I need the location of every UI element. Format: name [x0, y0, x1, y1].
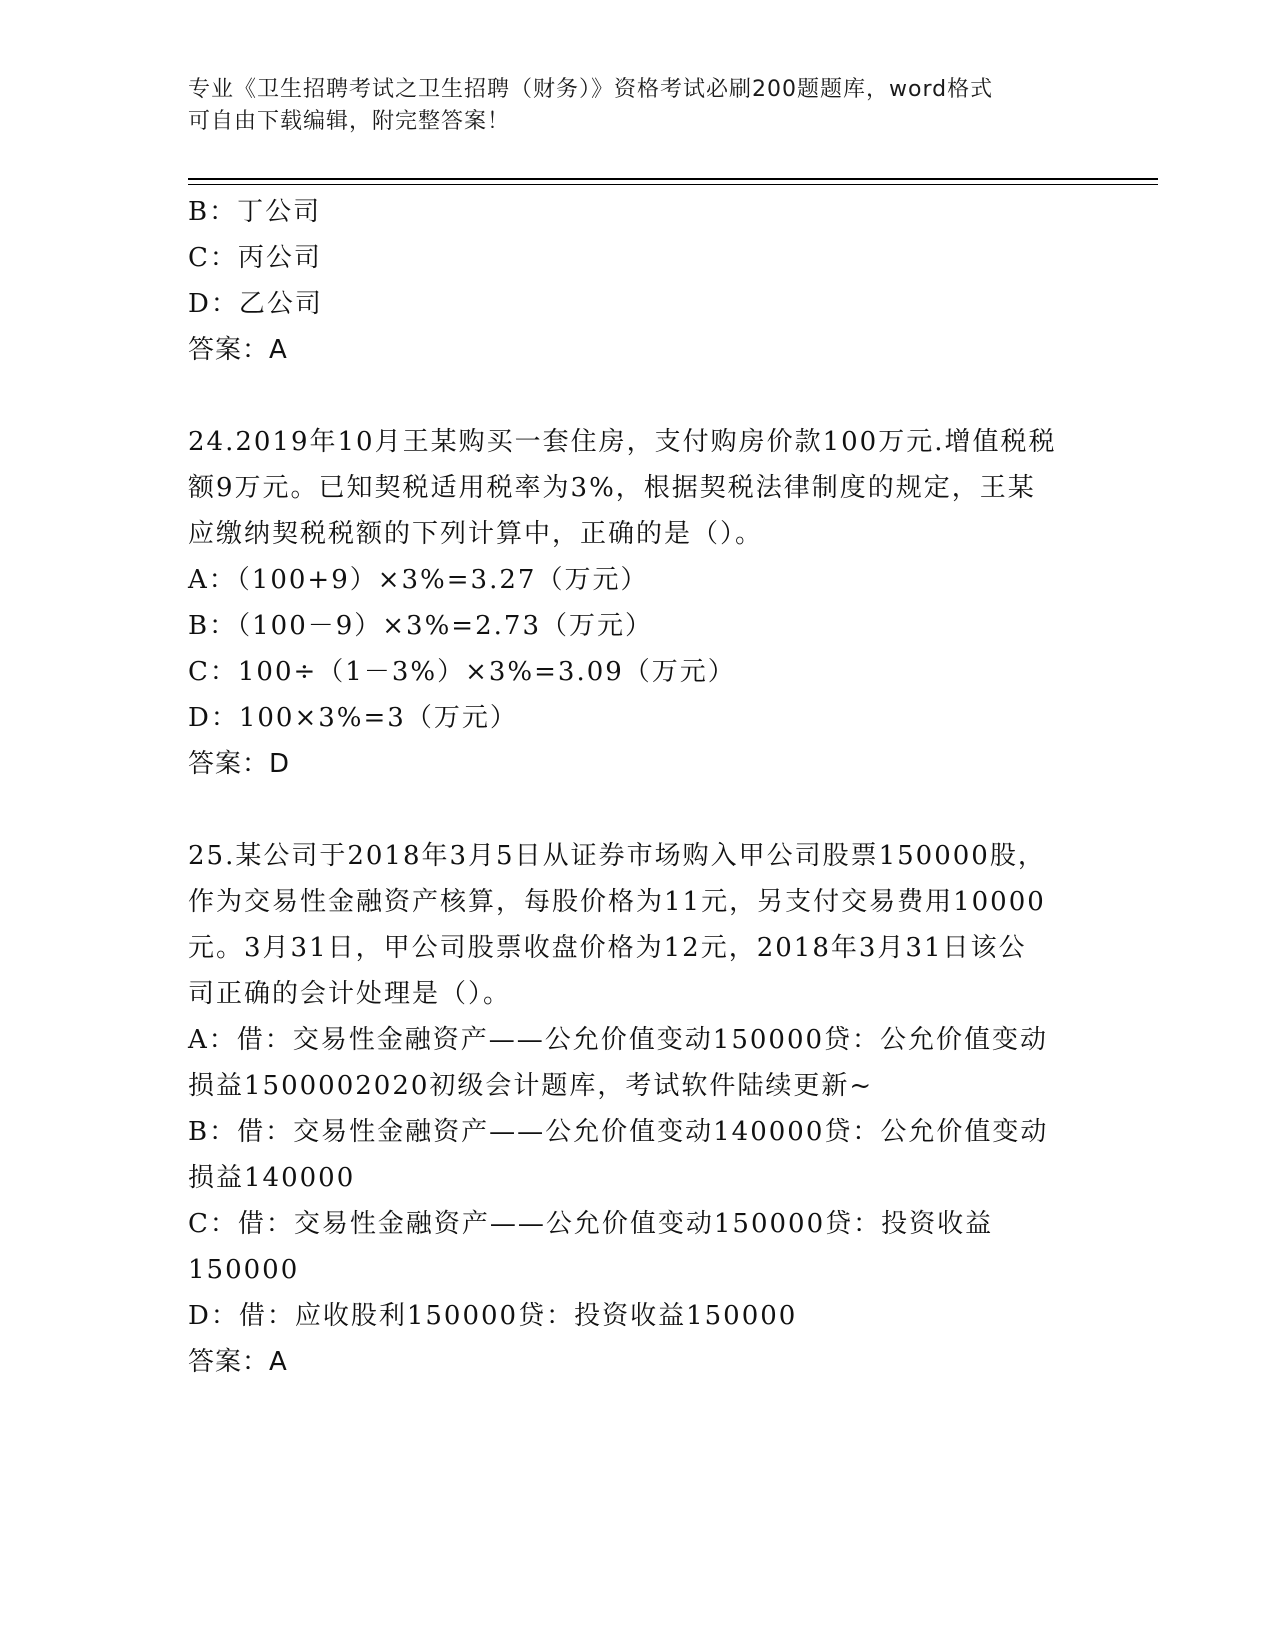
q24-option-a: A：（100+9）×3%=3.27（万元） — [188, 565, 649, 595]
header-divider-thick — [188, 178, 1158, 180]
q23-option-d: D：乙公司 — [188, 289, 323, 319]
q25-option-b-line-2: 损益140000 — [188, 1163, 356, 1193]
q24-option-b: B：（100－9）×3%=2.73（万元） — [188, 611, 653, 641]
q24-stem-line-2: 额9万元。已知契税适用税率为3%，根据契税法律制度的规定，王某 — [188, 473, 1036, 503]
q25-stem-line-2: 作为交易性金融资产核算，每股价格为11元，另支付交易费用10000 — [188, 887, 1046, 917]
q24-option-d: D：100×3%=3（万元） — [188, 703, 518, 733]
q25-option-a-line-2: 损益1500002020初级会计题库，考试软件陆续更新~ — [188, 1071, 874, 1101]
q23-option-b: B：丁公司 — [188, 197, 322, 227]
q25-option-c-line-1: C：借：交易性金融资产——公允价值变动150000贷：投资收益 — [188, 1209, 994, 1239]
q25-option-c-line-2: 150000 — [188, 1255, 300, 1285]
q25-option-d: D：借：应收股利150000贷：投资收益150000 — [188, 1301, 798, 1331]
q24-answer: 答案：D — [188, 749, 291, 779]
q24-stem-line-1: 24.2019年10月王某购买一套住房，支付购房价款100万元.增值税税 — [188, 427, 1057, 457]
q24-option-c: C：100÷（1－3%）×3%=3.09（万元） — [188, 657, 736, 687]
q23-option-c: C：丙公司 — [188, 243, 322, 273]
spacer — [188, 373, 1088, 419]
q25-stem-line-4: 司正确的会计处理是（）。 — [188, 979, 512, 1009]
header-line-2: 可自由下载编辑，附完整答案！ — [188, 109, 511, 134]
q25-option-a-line-1: A：借：交易性金融资产——公允价值变动150000贷：公允价值变动 — [188, 1025, 1049, 1055]
q25-stem-line-1: 25.某公司于2018年3月5日从证券市场购入甲公司股票150000股， — [188, 841, 1046, 871]
document-header — [188, 74, 1088, 138]
spacer — [188, 787, 1088, 833]
header-line-1: 专业《卫生招聘考试之卫生招聘（财务）》资格考试必刷200题题库，word格式 — [188, 77, 994, 102]
q24-stem-line-3: 应缴纳契税税额的下列计算中，正确的是（）。 — [188, 519, 764, 549]
q25-answer: 答案：A — [188, 1347, 288, 1377]
q23-answer: 答案：A — [188, 335, 288, 365]
question-content — [188, 189, 1088, 1385]
q25-stem-line-3: 元。3月31日，甲公司股票收盘价格为12元，2018年3月31日该公 — [188, 933, 1027, 963]
q25-option-b-line-1: B：借：交易性金融资产——公允价值变动140000贷：公允价值变动 — [188, 1117, 1049, 1147]
header-divider-thin — [188, 184, 1158, 185]
